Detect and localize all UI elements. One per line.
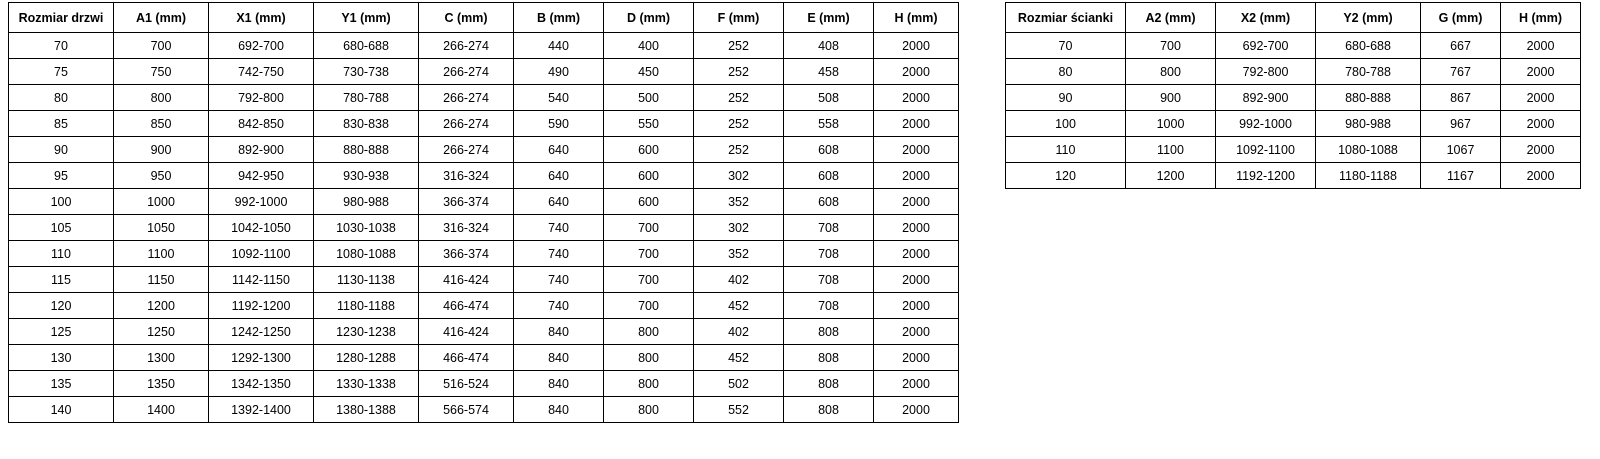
door-table-cell-r9-c0: 115 [9, 267, 114, 293]
door-table-cell-r7-c5: 740 [514, 215, 604, 241]
wall-table-cell-r3-c0: 100 [1006, 111, 1126, 137]
door-table-cell-r12-c0: 130 [9, 345, 114, 371]
door-table-cell-r10-c8: 708 [784, 293, 874, 319]
wall-table-cell-r0-c4: 667 [1421, 33, 1501, 59]
wall-sizes-table-container [1005, 2, 1581, 189]
door-table-cell-r4-c9: 2000 [874, 137, 959, 163]
door-table-header-cell-1: A1 (mm) [114, 3, 209, 33]
door-table-cell-r10-c1: 1200 [114, 293, 209, 319]
door-table-cell-r0-c6: 400 [604, 33, 694, 59]
door-table-cell-r6-c8: 608 [784, 189, 874, 215]
wall-table-cell-r5-c2: 1192-1200 [1216, 163, 1316, 189]
wall-table-cell-r2-c0: 90 [1006, 85, 1126, 111]
door-table-cell-r4-c5: 640 [514, 137, 604, 163]
door-table-cell-r12-c1: 1300 [114, 345, 209, 371]
door-table-cell-r5-c6: 600 [604, 163, 694, 189]
table-row [1006, 59, 1581, 85]
table-row [9, 59, 959, 85]
table-row [9, 85, 959, 111]
wall-table-cell-r4-c2: 1092-1100 [1216, 137, 1316, 163]
door-table-cell-r7-c0: 105 [9, 215, 114, 241]
door-table-cell-r3-c8: 558 [784, 111, 874, 137]
door-table-cell-r13-c0: 135 [9, 371, 114, 397]
wall-table-cell-r1-c5: 2000 [1501, 59, 1581, 85]
door-table-cell-r2-c6: 500 [604, 85, 694, 111]
door-table-cell-r4-c4: 266-274 [419, 137, 514, 163]
table-row [9, 319, 959, 345]
door-table-cell-r12-c3: 1280-1288 [314, 345, 419, 371]
door-table-cell-r13-c5: 840 [514, 371, 604, 397]
door-table-cell-r3-c4: 266-274 [419, 111, 514, 137]
wall-table-cell-r0-c5: 2000 [1501, 33, 1581, 59]
wall-table-cell-r0-c0: 70 [1006, 33, 1126, 59]
door-table-cell-r1-c4: 266-274 [419, 59, 514, 85]
wall-table-cell-r3-c1: 1000 [1126, 111, 1216, 137]
door-table-cell-r4-c2: 892-900 [209, 137, 314, 163]
door-table-cell-r10-c9: 2000 [874, 293, 959, 319]
wall-table-header-cell-5: H (mm) [1501, 3, 1581, 33]
wall-table-cell-r0-c3: 680-688 [1316, 33, 1421, 59]
table-row [9, 267, 959, 293]
door-table-cell-r8-c5: 740 [514, 241, 604, 267]
door-table-cell-r3-c2: 842-850 [209, 111, 314, 137]
table-header-row [9, 3, 959, 33]
door-table-cell-r1-c3: 730-738 [314, 59, 419, 85]
door-table-cell-r14-c6: 800 [604, 397, 694, 423]
door-table-cell-r11-c7: 402 [694, 319, 784, 345]
door-table-cell-r13-c9: 2000 [874, 371, 959, 397]
wall-table-header-cell-2: X2 (mm) [1216, 3, 1316, 33]
door-table-cell-r0-c5: 440 [514, 33, 604, 59]
table-row [9, 33, 959, 59]
door-table-cell-r13-c4: 516-524 [419, 371, 514, 397]
door-table-header-cell-3: Y1 (mm) [314, 3, 419, 33]
door-table-cell-r7-c3: 1030-1038 [314, 215, 419, 241]
door-table-cell-r6-c6: 600 [604, 189, 694, 215]
door-table-cell-r8-c8: 708 [784, 241, 874, 267]
door-table-cell-r5-c3: 930-938 [314, 163, 419, 189]
wall-table-cell-r2-c2: 892-900 [1216, 85, 1316, 111]
door-sizes-table [8, 2, 959, 423]
door-table-cell-r5-c9: 2000 [874, 163, 959, 189]
door-table-cell-r10-c4: 466-474 [419, 293, 514, 319]
wall-table-cell-r1-c0: 80 [1006, 59, 1126, 85]
door-table-cell-r5-c5: 640 [514, 163, 604, 189]
door-table-cell-r5-c2: 942-950 [209, 163, 314, 189]
wall-table-cell-r4-c0: 110 [1006, 137, 1126, 163]
door-table-cell-r7-c1: 1050 [114, 215, 209, 241]
wall-table-cell-r1-c4: 767 [1421, 59, 1501, 85]
door-table-cell-r14-c0: 140 [9, 397, 114, 423]
door-table-cell-r12-c4: 466-474 [419, 345, 514, 371]
door-table-cell-r0-c7: 252 [694, 33, 784, 59]
door-table-header-cell-0: Rozmiar drzwi [9, 3, 114, 33]
door-table-cell-r6-c0: 100 [9, 189, 114, 215]
door-table-cell-r2-c3: 780-788 [314, 85, 419, 111]
door-table-cell-r9-c4: 416-424 [419, 267, 514, 293]
door-table-cell-r11-c4: 416-424 [419, 319, 514, 345]
door-table-cell-r14-c4: 566-574 [419, 397, 514, 423]
door-table-cell-r0-c8: 408 [784, 33, 874, 59]
door-table-cell-r1-c8: 458 [784, 59, 874, 85]
door-table-cell-r2-c0: 80 [9, 85, 114, 111]
door-table-cell-r7-c9: 2000 [874, 215, 959, 241]
door-sizes-table-body [9, 33, 959, 423]
wall-table-cell-r1-c3: 780-788 [1316, 59, 1421, 85]
table-row [9, 215, 959, 241]
door-table-cell-r13-c2: 1342-1350 [209, 371, 314, 397]
door-table-cell-r10-c0: 120 [9, 293, 114, 319]
door-table-header-cell-2: X1 (mm) [209, 3, 314, 33]
door-table-cell-r4-c8: 608 [784, 137, 874, 163]
wall-table-cell-r2-c3: 880-888 [1316, 85, 1421, 111]
door-table-cell-r3-c9: 2000 [874, 111, 959, 137]
door-table-cell-r13-c7: 502 [694, 371, 784, 397]
table-row [9, 137, 959, 163]
door-table-cell-r6-c2: 992-1000 [209, 189, 314, 215]
wall-table-cell-r3-c5: 2000 [1501, 111, 1581, 137]
door-table-header-cell-9: H (mm) [874, 3, 959, 33]
wall-table-cell-r4-c4: 1067 [1421, 137, 1501, 163]
wall-table-cell-r5-c0: 120 [1006, 163, 1126, 189]
door-table-cell-r14-c2: 1392-1400 [209, 397, 314, 423]
door-table-cell-r6-c9: 2000 [874, 189, 959, 215]
door-table-cell-r1-c6: 450 [604, 59, 694, 85]
door-table-cell-r4-c7: 252 [694, 137, 784, 163]
door-table-cell-r7-c7: 302 [694, 215, 784, 241]
door-table-cell-r10-c6: 700 [604, 293, 694, 319]
door-table-cell-r14-c3: 1380-1388 [314, 397, 419, 423]
table-row [9, 111, 959, 137]
wall-sizes-table-body [1006, 33, 1581, 189]
door-table-cell-r9-c9: 2000 [874, 267, 959, 293]
door-sizes-table-header [9, 3, 959, 33]
wall-table-cell-r5-c3: 1180-1188 [1316, 163, 1421, 189]
door-table-cell-r1-c2: 742-750 [209, 59, 314, 85]
wall-table-cell-r1-c2: 792-800 [1216, 59, 1316, 85]
door-table-cell-r9-c8: 708 [784, 267, 874, 293]
wall-table-header-cell-1: A2 (mm) [1126, 3, 1216, 33]
door-table-cell-r8-c4: 366-374 [419, 241, 514, 267]
door-table-cell-r2-c7: 252 [694, 85, 784, 111]
door-table-header-cell-7: F (mm) [694, 3, 784, 33]
door-table-header-cell-4: C (mm) [419, 3, 514, 33]
door-table-cell-r2-c1: 800 [114, 85, 209, 111]
wall-table-cell-r2-c1: 900 [1126, 85, 1216, 111]
door-table-cell-r6-c3: 980-988 [314, 189, 419, 215]
door-table-cell-r3-c0: 85 [9, 111, 114, 137]
door-table-cell-r9-c7: 402 [694, 267, 784, 293]
table-row [9, 163, 959, 189]
table-header-row [1006, 3, 1581, 33]
table-row [1006, 111, 1581, 137]
door-table-cell-r3-c7: 252 [694, 111, 784, 137]
door-table-cell-r8-c9: 2000 [874, 241, 959, 267]
wall-table-cell-r3-c4: 967 [1421, 111, 1501, 137]
door-table-cell-r2-c4: 266-274 [419, 85, 514, 111]
wall-table-cell-r0-c2: 692-700 [1216, 33, 1316, 59]
door-table-cell-r0-c3: 680-688 [314, 33, 419, 59]
door-table-cell-r0-c0: 70 [9, 33, 114, 59]
door-table-cell-r12-c6: 800 [604, 345, 694, 371]
door-table-cell-r13-c3: 1330-1338 [314, 371, 419, 397]
door-table-cell-r11-c0: 125 [9, 319, 114, 345]
door-table-cell-r2-c8: 508 [784, 85, 874, 111]
door-table-cell-r6-c1: 1000 [114, 189, 209, 215]
wall-table-cell-r5-c1: 1200 [1126, 163, 1216, 189]
table-row [1006, 85, 1581, 111]
door-table-cell-r9-c3: 1130-1138 [314, 267, 419, 293]
door-table-cell-r9-c1: 1150 [114, 267, 209, 293]
table-row [9, 371, 959, 397]
door-table-cell-r12-c9: 2000 [874, 345, 959, 371]
door-table-cell-r0-c4: 266-274 [419, 33, 514, 59]
door-table-cell-r10-c2: 1192-1200 [209, 293, 314, 319]
door-table-cell-r11-c3: 1230-1238 [314, 319, 419, 345]
door-table-cell-r5-c4: 316-324 [419, 163, 514, 189]
door-table-cell-r0-c2: 692-700 [209, 33, 314, 59]
wall-table-cell-r2-c5: 2000 [1501, 85, 1581, 111]
door-table-cell-r14-c1: 1400 [114, 397, 209, 423]
door-table-cell-r4-c0: 90 [9, 137, 114, 163]
door-table-cell-r11-c6: 800 [604, 319, 694, 345]
door-table-cell-r11-c1: 1250 [114, 319, 209, 345]
wall-table-cell-r0-c1: 700 [1126, 33, 1216, 59]
table-row [9, 241, 959, 267]
door-table-cell-r5-c7: 302 [694, 163, 784, 189]
wall-table-cell-r1-c1: 800 [1126, 59, 1216, 85]
door-table-cell-r14-c7: 552 [694, 397, 784, 423]
door-table-cell-r9-c5: 740 [514, 267, 604, 293]
table-row [1006, 137, 1581, 163]
door-table-cell-r7-c6: 700 [604, 215, 694, 241]
wall-table-cell-r3-c2: 992-1000 [1216, 111, 1316, 137]
door-table-cell-r0-c9: 2000 [874, 33, 959, 59]
door-table-cell-r5-c8: 608 [784, 163, 874, 189]
door-table-cell-r6-c5: 640 [514, 189, 604, 215]
door-table-cell-r1-c1: 750 [114, 59, 209, 85]
door-table-cell-r1-c9: 2000 [874, 59, 959, 85]
table-row [1006, 33, 1581, 59]
door-table-cell-r4-c6: 600 [604, 137, 694, 163]
table-row [9, 189, 959, 215]
wall-table-cell-r4-c1: 1100 [1126, 137, 1216, 163]
door-table-cell-r4-c1: 900 [114, 137, 209, 163]
door-table-cell-r4-c3: 880-888 [314, 137, 419, 163]
door-table-cell-r12-c2: 1292-1300 [209, 345, 314, 371]
door-table-cell-r13-c1: 1350 [114, 371, 209, 397]
door-table-cell-r3-c3: 830-838 [314, 111, 419, 137]
wall-table-header-cell-3: Y2 (mm) [1316, 3, 1421, 33]
door-table-cell-r5-c0: 95 [9, 163, 114, 189]
table-row [1006, 163, 1581, 189]
wall-table-header-cell-0: Rozmiar ścianki [1006, 3, 1126, 33]
door-table-cell-r9-c6: 700 [604, 267, 694, 293]
door-table-cell-r1-c5: 490 [514, 59, 604, 85]
door-table-cell-r7-c8: 708 [784, 215, 874, 241]
door-table-cell-r3-c1: 850 [114, 111, 209, 137]
door-table-cell-r13-c6: 800 [604, 371, 694, 397]
door-table-cell-r0-c1: 700 [114, 33, 209, 59]
wall-sizes-table-header [1006, 3, 1581, 33]
door-table-cell-r12-c5: 840 [514, 345, 604, 371]
door-table-cell-r1-c7: 252 [694, 59, 784, 85]
door-table-cell-r12-c7: 452 [694, 345, 784, 371]
door-table-cell-r13-c8: 808 [784, 371, 874, 397]
door-table-cell-r10-c7: 452 [694, 293, 784, 319]
door-table-cell-r5-c1: 950 [114, 163, 209, 189]
door-table-cell-r10-c3: 1180-1188 [314, 293, 419, 319]
door-table-cell-r2-c2: 792-800 [209, 85, 314, 111]
door-table-cell-r8-c7: 352 [694, 241, 784, 267]
door-table-cell-r11-c2: 1242-1250 [209, 319, 314, 345]
door-table-cell-r11-c8: 808 [784, 319, 874, 345]
wall-table-header-cell-4: G (mm) [1421, 3, 1501, 33]
table-row [9, 397, 959, 423]
door-table-cell-r3-c6: 550 [604, 111, 694, 137]
door-table-cell-r8-c2: 1092-1100 [209, 241, 314, 267]
door-table-cell-r9-c2: 1142-1150 [209, 267, 314, 293]
door-table-cell-r12-c8: 808 [784, 345, 874, 371]
door-table-cell-r8-c3: 1080-1088 [314, 241, 419, 267]
wall-table-cell-r5-c5: 2000 [1501, 163, 1581, 189]
door-table-cell-r14-c5: 840 [514, 397, 604, 423]
door-table-cell-r11-c9: 2000 [874, 319, 959, 345]
table-row [9, 293, 959, 319]
door-table-cell-r10-c5: 740 [514, 293, 604, 319]
wall-table-cell-r5-c4: 1167 [1421, 163, 1501, 189]
door-table-cell-r7-c4: 316-324 [419, 215, 514, 241]
wall-table-cell-r3-c3: 980-988 [1316, 111, 1421, 137]
door-sizes-table-container [8, 2, 959, 423]
door-table-cell-r2-c5: 540 [514, 85, 604, 111]
door-table-cell-r11-c5: 840 [514, 319, 604, 345]
table-row [9, 345, 959, 371]
wall-sizes-table [1005, 2, 1581, 189]
door-table-cell-r6-c7: 352 [694, 189, 784, 215]
door-table-cell-r3-c5: 590 [514, 111, 604, 137]
door-table-cell-r14-c8: 808 [784, 397, 874, 423]
wall-table-cell-r4-c5: 2000 [1501, 137, 1581, 163]
door-table-cell-r2-c9: 2000 [874, 85, 959, 111]
wall-table-cell-r2-c4: 867 [1421, 85, 1501, 111]
wall-table-cell-r4-c3: 1080-1088 [1316, 137, 1421, 163]
door-table-cell-r8-c6: 700 [604, 241, 694, 267]
door-table-header-cell-8: E (mm) [784, 3, 874, 33]
door-table-cell-r7-c2: 1042-1050 [209, 215, 314, 241]
door-table-cell-r8-c1: 1100 [114, 241, 209, 267]
door-table-cell-r8-c0: 110 [9, 241, 114, 267]
door-table-cell-r6-c4: 366-374 [419, 189, 514, 215]
door-table-header-cell-5: B (mm) [514, 3, 604, 33]
door-table-header-cell-6: D (mm) [604, 3, 694, 33]
door-table-cell-r1-c0: 75 [9, 59, 114, 85]
door-table-cell-r14-c9: 2000 [874, 397, 959, 423]
